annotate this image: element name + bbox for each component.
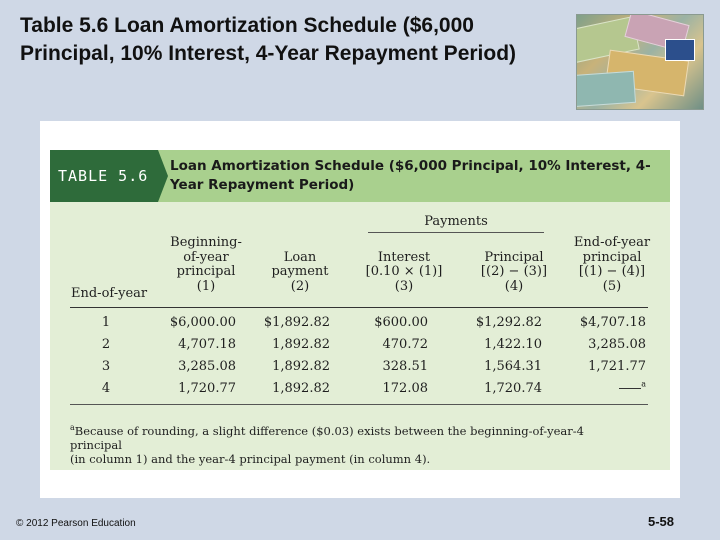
col-header-principal: Principal [(2) − (3)] (4) bbox=[480, 249, 548, 294]
cell-loan-payment: 1,892.82 bbox=[272, 359, 330, 374]
cell-interest: $600.00 bbox=[374, 315, 428, 330]
table-footnote bbox=[70, 424, 630, 466]
cell-end-principal-dash: a bbox=[556, 381, 646, 397]
cell-interest: 328.51 bbox=[382, 359, 428, 374]
cell-year: 2 bbox=[101, 337, 111, 352]
table-tag-text: TABLE 5.6 bbox=[58, 167, 149, 185]
cell-principal: 1,720.74 bbox=[484, 381, 542, 396]
table-title: Loan Amortization Schedule ($6,000 Principal, 10% Interest, 4-Year Repayment Period) bbox=[170, 158, 651, 193]
col-header-end-principal: End-of-year principal [(1) − (4)] (5) bbox=[573, 235, 651, 294]
cell-loan-payment: 1,892.82 bbox=[272, 381, 330, 396]
slide-title: Table 5.6 Loan Amortization Schedule ($6,000 Principal, 10% Interest, 4-Year Repayment Period) bbox=[20, 14, 517, 65]
cell-year: 4 bbox=[101, 381, 111, 396]
cell-beginning-principal: 4,707.18 bbox=[178, 337, 236, 352]
cell-principal: 1,564.31 bbox=[484, 359, 542, 374]
cell-end-principal: 1,721.77 bbox=[588, 359, 646, 374]
currency-banknotes-image bbox=[576, 14, 704, 110]
col-header-loan-payment: Loan payment (2) bbox=[271, 249, 329, 294]
cell-year: 3 bbox=[101, 359, 111, 374]
col-header-end-of-year: End-of-year bbox=[71, 286, 148, 301]
tag-arrow-icon bbox=[158, 150, 168, 202]
payments-group-label: Payments bbox=[424, 214, 488, 229]
col-header-interest: Interest [0.10 × (1)] (3) bbox=[365, 249, 443, 294]
cell-beginning-principal: 1,720.77 bbox=[178, 381, 236, 396]
cell-beginning-principal: $6,000.00 bbox=[169, 315, 236, 330]
footnote-mark: a bbox=[70, 423, 75, 433]
rounding-dash bbox=[619, 388, 641, 389]
cell-interest: 470.72 bbox=[382, 337, 428, 352]
cell-year: 1 bbox=[101, 315, 111, 330]
slide-number: 5-58 bbox=[648, 514, 675, 529]
cell-end-principal: 3,285.08 bbox=[588, 337, 646, 352]
bottom-rule bbox=[70, 404, 648, 405]
footnote-line-1: Because of rounding, a slight difference ($0.03) exists between the beginning-of-year-4 principal bbox=[70, 424, 584, 452]
footnote-line-2: (in column 1) and the year-4 principal payment (in column 4). bbox=[70, 452, 431, 466]
cell-loan-payment: $1,892.82 bbox=[263, 315, 330, 330]
cell-principal: $1,292.82 bbox=[475, 315, 542, 330]
cell-end-principal: $4,707.18 bbox=[579, 315, 646, 330]
payments-rule bbox=[368, 232, 544, 233]
copyright: © 2012 Pearson Education bbox=[16, 518, 136, 529]
cell-interest: 172.08 bbox=[382, 381, 428, 396]
col-header-beginning-principal: Beginning- of-year principal (1) bbox=[170, 235, 242, 294]
cell-beginning-principal: 3,285.08 bbox=[178, 359, 236, 374]
book-cover-icon bbox=[665, 39, 695, 61]
table-header-band bbox=[50, 150, 670, 202]
cell-principal: 1,422.10 bbox=[484, 337, 542, 352]
cell-loan-payment: 1,892.82 bbox=[272, 337, 330, 352]
amortization-table bbox=[50, 150, 670, 470]
header-rule bbox=[70, 307, 648, 308]
table-tag bbox=[50, 150, 158, 202]
